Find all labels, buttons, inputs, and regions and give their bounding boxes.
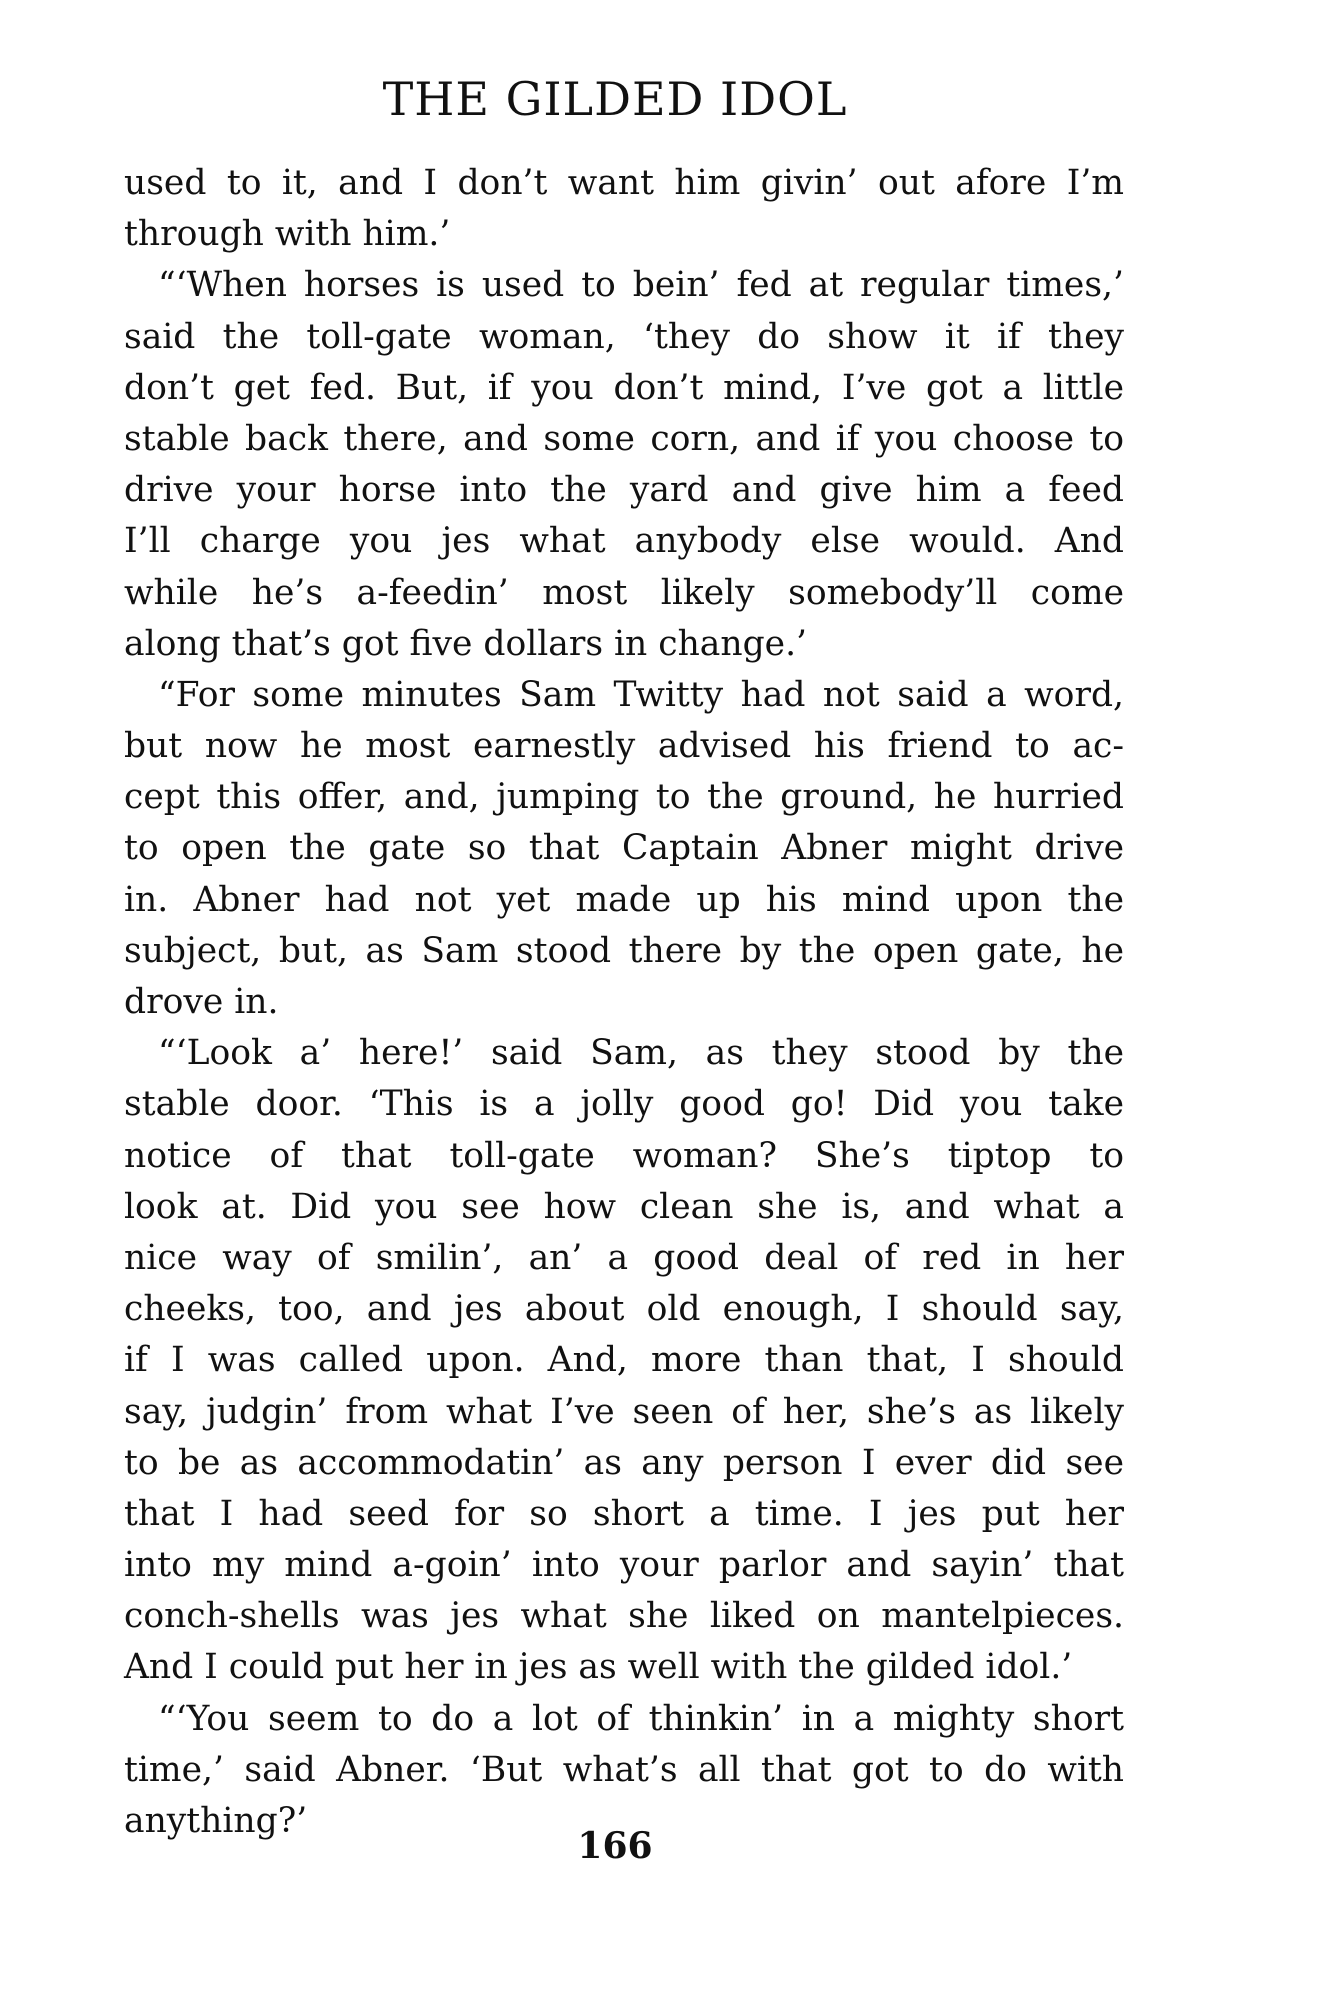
- text-line: notice of that toll-gate woman? She’s tiptop to: [124, 1135, 1124, 1176]
- text-line: subject, but, as Sam stood there by the open gate, he: [124, 930, 1124, 971]
- text-line: said the toll-gate woman, ‘they do show it if they: [124, 316, 1124, 357]
- text-line: drive your horse into the yard and give him a feed: [124, 470, 1124, 511]
- text-line: used to it, and I don’t want him givin’ out afore I’m: [124, 163, 1124, 203]
- text-line: cheeks, too, and jes about old enough, I should say,: [124, 1289, 1124, 1330]
- text-line: say, judgin’ from what I’ve seen of her, she’s as likely: [124, 1391, 1124, 1432]
- text-line: stable back there, and some corn, and if you choose to: [124, 418, 1124, 459]
- page-number: 166: [577, 1825, 653, 1867]
- text-line: drove in.: [124, 982, 279, 1022]
- text-line: stable door. ‘This is a jolly good go! Did you take: [124, 1084, 1124, 1125]
- text-line: into my mind a-goin’ into your parlor and sayin’ that: [124, 1545, 1124, 1586]
- running-head: THE GILDED IDOL: [382, 72, 848, 126]
- text-line: “‘Look a’ here!’ said Sam, as they stood by the: [158, 1033, 1124, 1074]
- text-line: nice way of smilin’, an’ a good deal of red in her: [124, 1237, 1124, 1278]
- text-line: but now he most earnestly advised his friend to ac-: [124, 726, 1124, 767]
- text-line: if I was called upon. And, more than that, I should: [124, 1340, 1124, 1381]
- text-line: “‘When horses is used to bein’ fed at regular times,’: [158, 265, 1124, 306]
- body-text: [124, 158, 1124, 1847]
- text-line: while he’s a-feedin’ most likely somebody’ll come: [124, 572, 1124, 613]
- text-line: to open the gate so that Captain Abner might drive: [124, 828, 1124, 869]
- text-line: along that’s got five dollars in change.’: [124, 623, 808, 664]
- text-line: “‘You seem to do a lot of thinkin’ in a mighty short: [158, 1698, 1124, 1739]
- text-line: And I could put her in jes as well with the gilded idol.’: [124, 1647, 1073, 1688]
- text-line: that I had seed for so short a time. I jes put her: [124, 1493, 1124, 1534]
- text-line: “For some minutes Sam Twitty had not said a word,: [158, 674, 1124, 715]
- text-line: cept this offer, and, jumping to the ground, he hurried: [124, 777, 1124, 818]
- text-line: look at. Did you see how clean she is, and what a: [124, 1186, 1124, 1227]
- text-line: conch-shells was jes what she liked on mantelpieces.: [124, 1596, 1124, 1637]
- text-line: anything?’: [124, 1801, 308, 1841]
- text-line: don’t get fed. But, if you don’t mind, I’ve got a little: [124, 367, 1124, 408]
- text-line: I’ll charge you jes what anybody else would. And: [124, 521, 1124, 562]
- text-line: time,’ said Abner. ‘But what’s all that got to do with: [124, 1749, 1124, 1790]
- text-line: to be as accommodatin’ as any person I ever did see: [124, 1442, 1124, 1483]
- text-line: through with him.’: [124, 214, 451, 255]
- text-line: in. Abner had not yet made up his mind upon the: [124, 879, 1124, 920]
